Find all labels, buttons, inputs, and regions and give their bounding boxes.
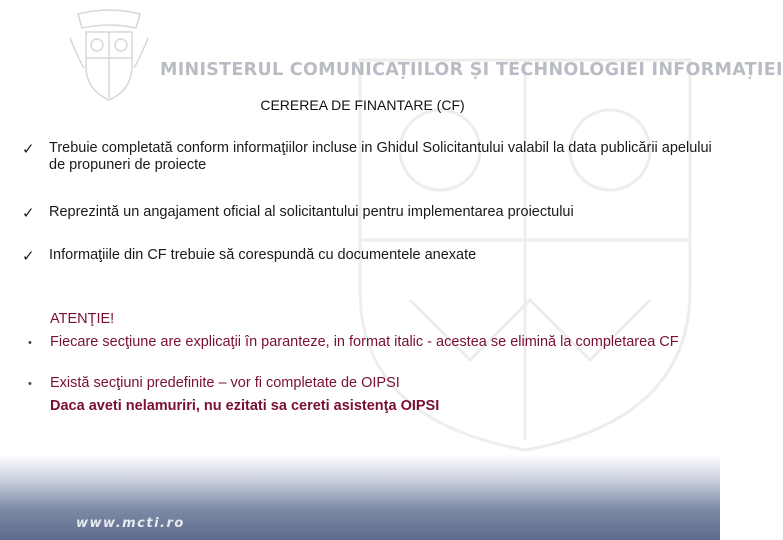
bullet-item-text: Există secţiuni predefinite – vor fi completate de OIPSI — [50, 375, 400, 391]
attention-heading: ATENŢIE! — [50, 311, 115, 327]
check-item-text: Reprezintă un angajament oficial al solicitantului pentru implementarea proiectului — [49, 204, 574, 220]
checkmark-icon: ✓ — [22, 205, 35, 222]
bullet-icon: • — [28, 378, 32, 390]
ministry-name: MINISTERUL COMUNICAȚIILOR ȘI TECHNOLOGIEI INFORMAȚIEI — [160, 60, 783, 80]
slide-title: CEREREA DE FINANTARE (CF) — [260, 97, 465, 113]
coat-of-arms-logo — [66, 8, 152, 104]
checkmark-icon: ✓ — [22, 248, 35, 265]
assistance-note: Daca aveti nelamuriri, nu ezitati sa cereti asistenţa OIPSI — [50, 398, 440, 414]
check-item-text: Informaţiile din CF trebuie să corespundă cu documentele anexate — [49, 247, 477, 263]
checkmark-icon: ✓ — [22, 141, 35, 158]
bullet-item-text: Fiecare secţiune are explicaţii în paranteze, in format italic - acestea se elimină la completarea CF — [50, 334, 679, 350]
website-link[interactable]: www.mcti.ro — [76, 516, 185, 531]
bullet-icon: • — [28, 337, 32, 349]
check-item-text: Trebuie completată conform informaţiilor incluse in Ghidul Solicitantului valabil la data publicării apelului de propuneri de proiecte — [49, 140, 712, 173]
